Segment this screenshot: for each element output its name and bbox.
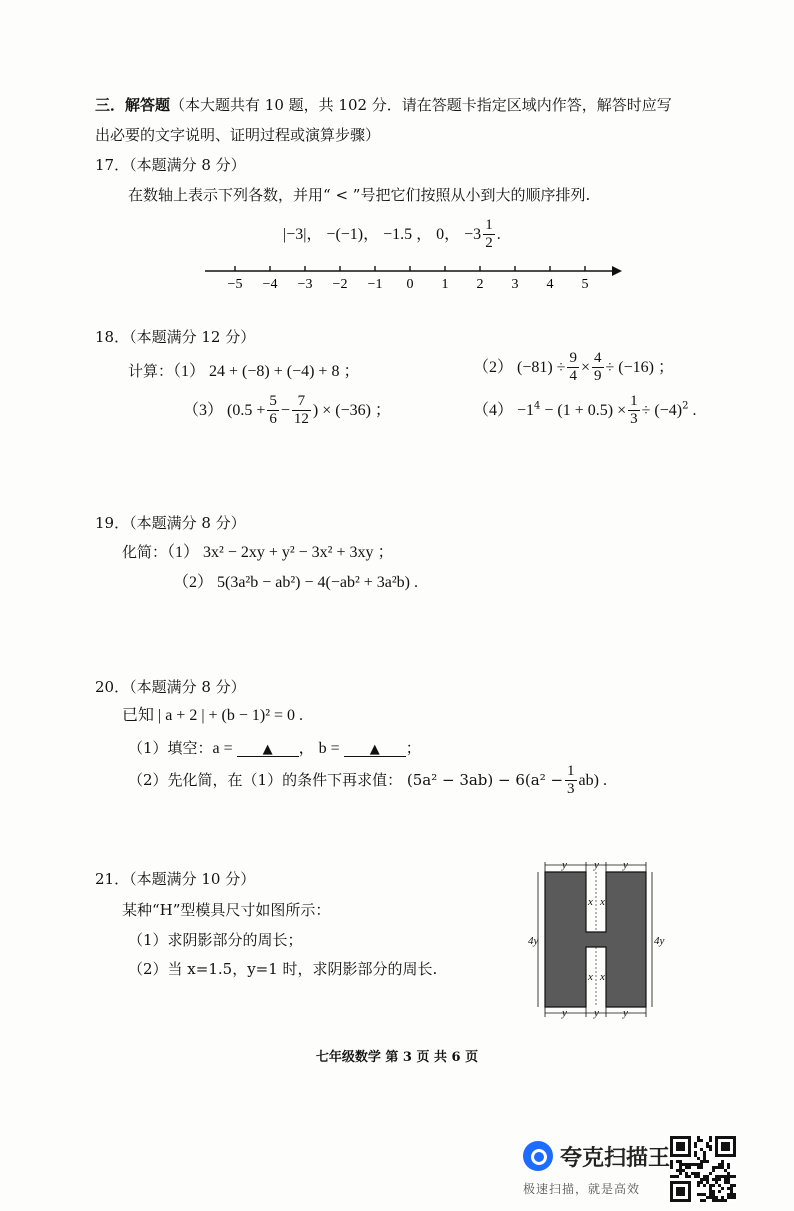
- fig-label-4y-left: 4y: [528, 935, 539, 947]
- qr-module: [706, 1196, 709, 1199]
- qr-module: [673, 1175, 676, 1178]
- section-title: 三．解答题: [95, 96, 171, 114]
- qr-module: [682, 1169, 685, 1172]
- q17-number: 17．: [95, 156, 130, 174]
- qr-module: [727, 1196, 730, 1199]
- qr-module: [715, 1181, 718, 1184]
- q18-part2: （2） (−81) ÷ $\frac{9}{4}$ × $\frac{4}{9}$ ÷ (−16) ；: [473, 350, 674, 384]
- number-line-label: −1: [367, 277, 383, 292]
- qr-module: [679, 1166, 682, 1169]
- qr-module: [718, 1178, 721, 1181]
- fig-label-y: y: [562, 1007, 567, 1019]
- qr-module: [709, 1148, 712, 1151]
- qr-module: [697, 1139, 700, 1142]
- q20-heading: [95, 680, 246, 695]
- qr-module: [703, 1184, 706, 1187]
- qr-module: [703, 1193, 706, 1196]
- qr-finder: [676, 1142, 685, 1151]
- number-line-label: 3: [511, 277, 519, 292]
- qr-module: [697, 1193, 700, 1196]
- qr-module: [670, 1175, 673, 1178]
- qr-module: [685, 1172, 688, 1175]
- qr-module: [724, 1169, 727, 1172]
- q19-heading: [95, 516, 246, 531]
- qr-module: [709, 1190, 712, 1193]
- qr-module: [706, 1175, 709, 1178]
- qr-module: [724, 1181, 727, 1184]
- q17-number-list: |−3|， −(−1)， −1.5 ， 0， −3: [283, 226, 482, 243]
- qr-module: [712, 1178, 715, 1181]
- q20-blank-a: ▲: [237, 743, 299, 757]
- qr-module: [685, 1175, 688, 1178]
- qr-module: [727, 1163, 730, 1166]
- qr-module: [679, 1160, 682, 1163]
- qr-module: [733, 1196, 736, 1199]
- qr-module: [721, 1160, 724, 1163]
- qr-module: [727, 1172, 730, 1175]
- qr-module: [709, 1136, 712, 1139]
- qr-module: [718, 1166, 721, 1169]
- fig-label-y: y: [594, 1007, 599, 1019]
- qr-module: [694, 1163, 697, 1166]
- qr-module: [724, 1175, 727, 1178]
- qr-module: [709, 1196, 712, 1199]
- q20-blank-b: ▲: [344, 743, 406, 757]
- q18-score: （本题满分 12 分）: [129, 328, 256, 346]
- q19-label: 化简：: [122, 543, 168, 561]
- q18-label: 计算：: [128, 362, 174, 380]
- qr-module: [697, 1166, 700, 1169]
- fig-label-4y-right: 4y: [654, 935, 665, 947]
- qr-module: [730, 1193, 733, 1196]
- qr-module: [712, 1166, 715, 1169]
- qr-module: [727, 1187, 730, 1190]
- qr-module: [676, 1169, 679, 1172]
- qr-module: [730, 1196, 733, 1199]
- qr-module: [682, 1163, 685, 1166]
- qr-module: [697, 1172, 700, 1175]
- section-desc-2: 出必要的文字说明、证明过程或演算步骤）: [95, 126, 381, 144]
- q21-part1: （1）求阴影部分的周长；: [128, 931, 303, 949]
- q20-part1: （1）填空：a = ▲ ， b = ▲ ；: [128, 739, 421, 757]
- qr-module: [694, 1145, 697, 1148]
- number-line-label: −3: [297, 277, 313, 292]
- qr-module: [694, 1172, 697, 1175]
- q19-expr1: （1） 3x² − 2xy + y² − 3x² + 3xy ；: [167, 544, 394, 561]
- qr-module: [694, 1151, 697, 1154]
- qr-module: [700, 1193, 703, 1196]
- q19-score: （本题满分 8 分）: [129, 514, 246, 532]
- q19-number: 19．: [95, 514, 130, 532]
- qr-module: [691, 1172, 694, 1175]
- qr-module: [697, 1136, 700, 1139]
- qr-module: [715, 1175, 718, 1178]
- qr-module: [700, 1166, 703, 1169]
- q18-p2-frac2: $\frac{4}{9}$: [594, 350, 602, 384]
- q18-p2-frac1: $\frac{9}{4}$: [569, 350, 577, 384]
- scanner-logo-icon: [523, 1141, 553, 1171]
- h-shape: [545, 872, 646, 1007]
- qr-module: [694, 1142, 697, 1145]
- qr-module: [721, 1187, 724, 1190]
- qr-module: [679, 1163, 682, 1166]
- q20-given: 已知 | a + 2 | + (b − 1)² = 0 .: [122, 707, 304, 724]
- qr-module: [697, 1157, 700, 1160]
- qr-module: [706, 1178, 709, 1181]
- q17-text: 在数轴上表示下列各数，并用“ < ”号把它们按照从小到大的顺序排列.: [128, 186, 591, 204]
- fig-label-x: x: [600, 896, 605, 908]
- qr-module: [703, 1151, 706, 1154]
- qr-module: [694, 1154, 697, 1157]
- qr-module: [697, 1163, 700, 1166]
- qr-module: [703, 1178, 706, 1181]
- qr-module: [727, 1166, 730, 1169]
- qr-module: [685, 1163, 688, 1166]
- fig-label-y: y: [594, 860, 599, 871]
- qr-module: [721, 1175, 724, 1178]
- qr-module: [706, 1145, 709, 1148]
- q21-text: 某种“H”型模具尺寸如图所示：: [122, 901, 331, 919]
- qr-module: [712, 1184, 715, 1187]
- qr-module: [688, 1175, 691, 1178]
- qr-module: [715, 1196, 718, 1199]
- number-line-label: 4: [546, 277, 554, 292]
- qr-module: [700, 1178, 703, 1181]
- q19-part2: [173, 575, 418, 591]
- qr-module: [709, 1193, 712, 1196]
- q18-p3-frac1: $\frac{5}{6}$: [269, 393, 277, 427]
- number-line-label: 5: [581, 277, 589, 292]
- qr-module: [712, 1196, 715, 1199]
- number-line-label: 2: [476, 277, 484, 292]
- q18-number: 18．: [95, 328, 130, 346]
- qr-module: [718, 1199, 721, 1202]
- qr-module: [709, 1139, 712, 1142]
- qr-module: [727, 1178, 730, 1181]
- qr-module: [733, 1175, 736, 1178]
- qr-module: [715, 1178, 718, 1181]
- fig-label-y: y: [623, 1007, 628, 1019]
- number-line-label: −2: [332, 277, 348, 292]
- qr-module: [727, 1193, 730, 1196]
- qr-module: [730, 1187, 733, 1190]
- qr-module: [721, 1196, 724, 1199]
- qr-finder: [721, 1142, 730, 1151]
- q20-score: （本题满分 8 分）: [129, 678, 246, 696]
- watermark-slogan: 极速扫描，就是高效: [523, 1182, 641, 1196]
- qr-module: [697, 1175, 700, 1178]
- h-shape-figure: [528, 860, 668, 1020]
- qr-module: [676, 1175, 679, 1178]
- qr-module: [703, 1175, 706, 1178]
- page-footer: 七年级数学 第 3 页 共 6 页: [315, 1050, 479, 1065]
- watermark-brand: 夸克扫描王: [560, 1146, 671, 1171]
- number-line-label: 0: [406, 277, 414, 292]
- q17-heading: [95, 158, 246, 173]
- qr-module: [688, 1166, 691, 1169]
- qr-module: [718, 1163, 721, 1166]
- qr-module: [700, 1160, 703, 1163]
- q17-numbers: |−3|， −(−1)， −1.5 ， 0， −3 $\frac{1}{2}$ .: [283, 217, 501, 251]
- q17-fraction: $\frac{1}{2}$: [485, 217, 493, 251]
- qr-module: [700, 1163, 703, 1166]
- qr-module: [727, 1181, 730, 1184]
- q21-part2: （2）当 x=1.5，y=1 时，求阴影部分的周长.: [128, 960, 438, 978]
- q21-score: （本题满分 10 分）: [129, 870, 256, 888]
- qr-module: [709, 1172, 712, 1175]
- q18-expr1: （1） 24 + (−8) + (−4) + 8 ；: [173, 363, 360, 380]
- qr-module: [694, 1175, 697, 1178]
- q21-heading: [95, 872, 255, 887]
- qr-module: [718, 1190, 721, 1193]
- number-line-label: 1: [441, 277, 449, 292]
- qr-module: [715, 1166, 718, 1169]
- number-line-label: −5: [227, 277, 243, 292]
- qr-code-icon: [670, 1136, 736, 1202]
- qr-module: [730, 1190, 733, 1193]
- qr-module: [670, 1163, 673, 1166]
- qr-module: [679, 1172, 682, 1175]
- qr-module: [700, 1139, 703, 1142]
- qr-finder: [676, 1187, 685, 1196]
- qr-module: [718, 1175, 721, 1178]
- q20-frac: $\frac{1}{3}$: [567, 763, 575, 797]
- qr-module: [712, 1190, 715, 1193]
- fig-label-y: y: [562, 860, 567, 871]
- number-line: [200, 258, 630, 298]
- number-line-arrow: [612, 266, 622, 276]
- qr-module: [700, 1181, 703, 1184]
- qr-module: [712, 1193, 715, 1196]
- qr-module: [706, 1160, 709, 1163]
- qr-module: [703, 1160, 706, 1163]
- q17-score: （本题满分 8 分）: [129, 156, 246, 174]
- q19-expr2: （2） 5(3a²b − ab²) − 4(−ab² + 3a²b) .: [173, 574, 419, 591]
- fig-label-x: x: [588, 896, 593, 908]
- q19-part1: [122, 545, 394, 561]
- section-desc-1: （本大题共有 10 题，共 102 分．请在答题卡指定区域内作答，解答时应写: [170, 96, 672, 114]
- qr-module: [721, 1166, 724, 1169]
- number-line-label: −4: [262, 277, 278, 292]
- qr-module: [733, 1193, 736, 1196]
- qr-module: [721, 1163, 724, 1166]
- fig-label-x: x: [588, 971, 593, 983]
- qr-module: [730, 1175, 733, 1178]
- qr-module: [721, 1199, 724, 1202]
- qr-module: [712, 1169, 715, 1172]
- qr-module: [715, 1199, 718, 1202]
- section-header: [95, 98, 672, 113]
- qr-module: [709, 1187, 712, 1190]
- q18-p4-frac: $\frac{1}{3}$: [630, 393, 638, 427]
- q18-part4: $(4) -1^4 - (1 + 0.5)$ × $\frac{1}{3}$ ÷ $(-4)^2$ .: [473, 393, 697, 427]
- qr-module: [691, 1163, 694, 1166]
- qr-module: [724, 1178, 727, 1181]
- qr-module: [730, 1184, 733, 1187]
- qr-module: [697, 1181, 700, 1184]
- qr-module: [718, 1184, 721, 1187]
- q18-heading: [95, 330, 255, 345]
- qr-module: [676, 1160, 679, 1163]
- q21-number: 21．: [95, 870, 130, 888]
- qr-module: [706, 1142, 709, 1145]
- qr-module: [709, 1145, 712, 1148]
- qr-module: [679, 1169, 682, 1172]
- qr-module: [703, 1154, 706, 1157]
- qr-module: [670, 1166, 673, 1169]
- q18-part3: （3） (0.5 + $\frac{5}{6}$ − $\frac{7}{12}$ ) × (−36) ；: [183, 393, 391, 427]
- qr-module: [700, 1199, 703, 1202]
- qr-module: [712, 1199, 715, 1202]
- qr-module: [724, 1199, 727, 1202]
- qr-module: [700, 1148, 703, 1151]
- qr-module: [685, 1166, 688, 1169]
- qr-module: [727, 1175, 730, 1178]
- q20-number: 20．: [95, 678, 130, 696]
- fig-label-x: x: [600, 971, 605, 983]
- q20-part2: （2）先化简，在（1）的条件下再求值： (5a² − 3ab) − 6(a² − $\frac{1}{3}$ ab) .: [128, 763, 607, 797]
- qr-module: [703, 1157, 706, 1160]
- number-line-ticks: [228, 266, 589, 292]
- q18-p3-frac2: $\frac{7}{12}$: [293, 393, 309, 427]
- qr-module: [670, 1160, 673, 1163]
- qr-module: [703, 1199, 706, 1202]
- qr-module: [733, 1184, 736, 1187]
- qr-module: [706, 1181, 709, 1184]
- fig-label-y: y: [623, 860, 628, 871]
- qr-module: [697, 1184, 700, 1187]
- q18-part1: [128, 364, 359, 380]
- qr-module: [688, 1163, 691, 1166]
- qr-module: [709, 1184, 712, 1187]
